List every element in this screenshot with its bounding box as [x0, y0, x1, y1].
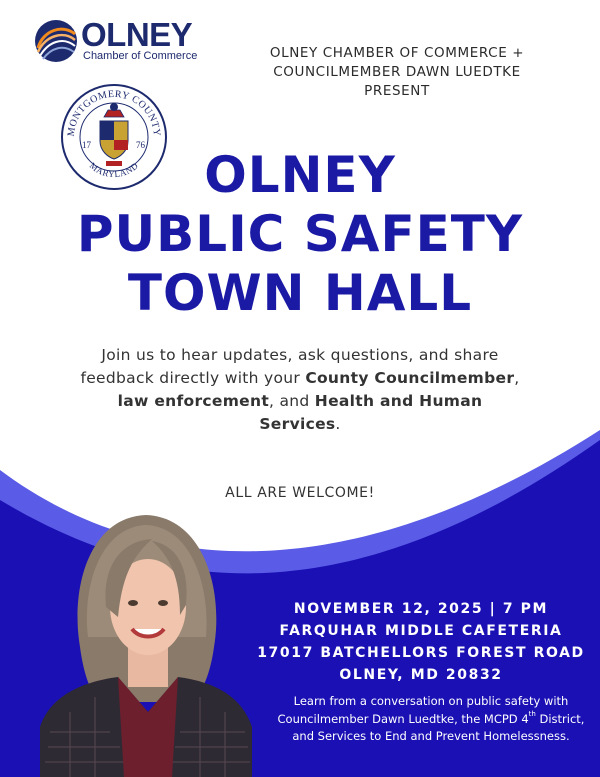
logo-wordmark: OLNEY — [81, 16, 193, 53]
title-line-2: PUBLIC SAFETY — [76, 205, 524, 263]
intro-highlight-hhs: Health and Human Services — [259, 392, 483, 433]
councilmember-photo — [40, 497, 252, 777]
presenters-text — [232, 44, 562, 101]
event-date-time: NOVEMBER 12, 2025 | 7 PM — [293, 601, 549, 617]
welcome-text: ALL ARE WELCOME! — [225, 485, 375, 501]
title-line-1: OLNEY — [204, 146, 396, 204]
intro-highlight-law-enforcement: law enforcement — [117, 392, 270, 410]
olney-chamber-logo — [33, 16, 208, 66]
event-city: OLNEY, MD 20832 — [339, 667, 503, 683]
swirl-logo-icon — [33, 18, 79, 64]
seal-bottom-text: MARYLAND — [87, 160, 141, 180]
intro-paragraph: Join us to hear updates, ask questions, and share feedback directly with your County Councilmember, law enforcement, and Health and Human Services. — [80, 346, 520, 433]
intro-highlight-councilmember: County Councilmember — [305, 369, 515, 387]
event-description: Learn from a conversation on public safety with Councilmember Dawn Luedtke, the MCPD 4th District, and Services to End and Prevent Homelessness. — [277, 694, 585, 743]
seal-year-right: 76 — [136, 140, 145, 150]
event-title — [0, 146, 600, 323]
presenters-line-3: PRESENT — [364, 83, 430, 99]
event-details — [248, 598, 594, 686]
title-line-3: TOWN HALL — [127, 264, 473, 322]
seal-year-left: 17 — [82, 140, 91, 150]
presenters-line-2: COUNCILMEMBER DAWN LUEDTKE — [273, 64, 521, 80]
seal-top-text: MONTGOMERY COUNTY — [65, 88, 163, 138]
logo-tagline: Chamber of Commerce — [83, 50, 198, 62]
event-venue: FARQUHAR MIDDLE CAFETERIA — [279, 623, 563, 639]
presenters-line-1: OLNEY CHAMBER OF COMMERCE + — [269, 45, 525, 61]
event-street: 17017 BATCHELLORS FOREST ROAD — [257, 645, 585, 661]
